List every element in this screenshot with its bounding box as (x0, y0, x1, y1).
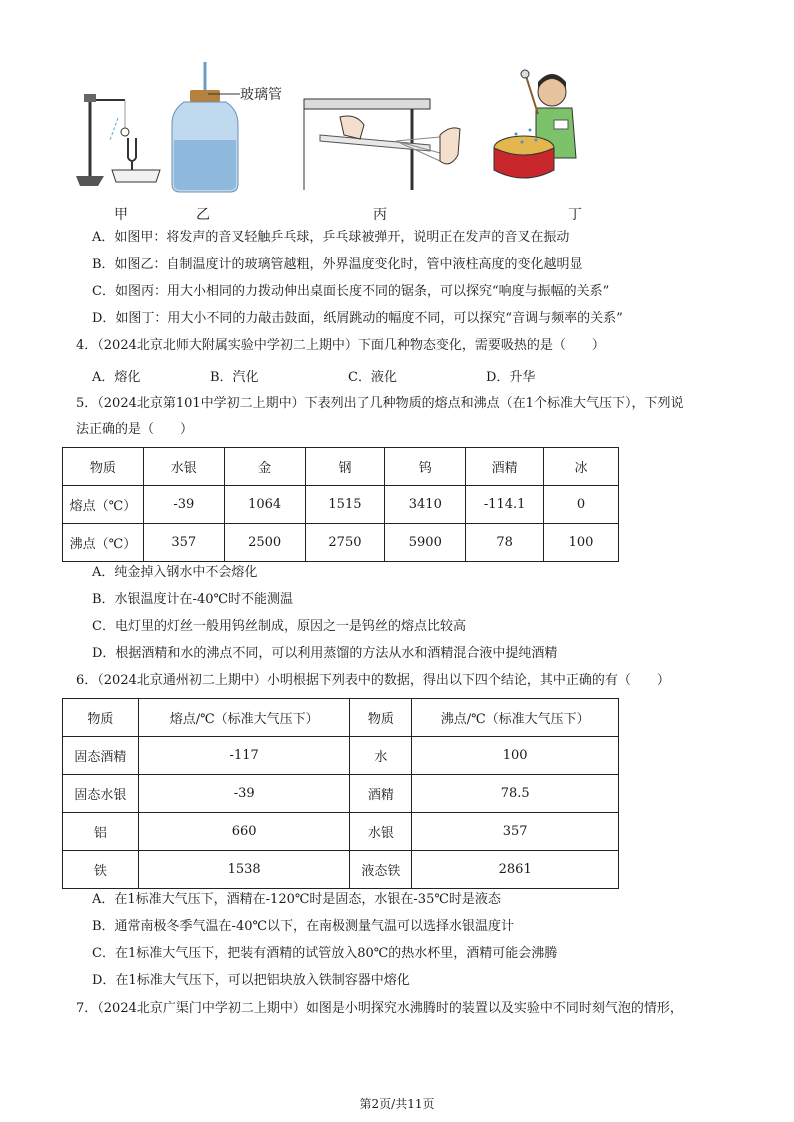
q6-header-cell: 物质 (63, 699, 139, 737)
q5-header-cell: 钨 (385, 448, 466, 486)
q6-cell: 固态水银 (63, 775, 139, 813)
q6-cell: 2861 (412, 851, 619, 889)
q5-header-cell: 酒精 (466, 448, 544, 486)
q3-option-c: C．如图丙：用大小相同的力拨动伸出桌面长度不同的锯条，可以探究“响度与振幅的关系” (92, 284, 610, 299)
q5-table-row-melting (63, 486, 619, 524)
q5-cell: 78 (466, 524, 544, 562)
q5-header-cell: 物质 (63, 448, 144, 486)
q6-cell: 固态酒精 (63, 737, 139, 775)
q6-option-c: C．在1标准大气压下，把装有酒精的试管放入80℃的热水杯里，酒精可能会沸腾 (92, 946, 558, 961)
figure-jia-tuning-fork-illustration (70, 88, 170, 188)
q5-cell: 100 (544, 524, 619, 562)
q5-option-a: A．纯金掉入钢水中不会熔化 (92, 565, 258, 580)
q6-option-b: B．通常南极冬季气温在-40℃以下，在南极测量气温可以选择水银温度计 (92, 919, 515, 934)
q5-option-b: B．水银温度计在-40℃时不能测温 (92, 592, 294, 607)
q6-cell: 78.5 (412, 775, 619, 813)
figure-ding-drum-illustration (492, 62, 592, 192)
q6-cell: -117 (138, 737, 350, 775)
q6-cell: -39 (138, 775, 350, 813)
q5-table-row-boiling (63, 524, 619, 562)
q3-option-a: A．如图甲：将发声的音叉轻触乒乓球，乒乓球被弹开，说明正在发声的音叉在振动 (92, 230, 570, 245)
q6-table-row (63, 813, 619, 851)
q5-cell: 沸点（℃） (63, 524, 144, 562)
q6-cell: 100 (412, 737, 619, 775)
q3-option-d: D．如图丁：用大小不同的力敲击鼓面，纸屑跳动的幅度不同，可以探究“音调与频率的关系” (92, 311, 623, 326)
q5-cell: 357 (143, 524, 224, 562)
q5-table-header-row (63, 448, 619, 486)
q4-option-c: C．液化 (348, 370, 397, 385)
q4-option-b: B．汽化 (210, 370, 259, 385)
q6-header-cell: 熔点/℃（标准大气压下） (138, 699, 350, 737)
q5-cell: 5900 (385, 524, 466, 562)
q5-header-cell: 冰 (544, 448, 619, 486)
q6-cell: 660 (138, 813, 350, 851)
figure-bing-saw-blade-illustration (300, 95, 475, 195)
q6-stem: 6．（2024北京通州初二上期中）小明根据下列表中的数据，得出以下四个结论，其中正确的有（ ） (76, 673, 670, 688)
figure-caption-jia: 甲 (114, 207, 128, 223)
q6-cell: 1538 (138, 851, 350, 889)
q6-table-header-row (63, 699, 619, 737)
q6-option-a: A．在1标准大气压下，酒精在-120℃时是固态，水银在-35℃时是液态 (92, 892, 501, 907)
q5-cell: 3410 (385, 486, 466, 524)
q6-cell: 357 (412, 813, 619, 851)
q5-cell: -39 (143, 486, 224, 524)
figure-caption-ding: 丁 (568, 207, 582, 223)
q5-option-c: C．电灯里的灯丝一般用钨丝制成，原因之一是钨丝的熔点比较高 (92, 619, 466, 634)
q5-cell: -114.1 (466, 486, 544, 524)
figure-yi-bottle-thermometer-illustration (170, 60, 240, 195)
q6-table-row (63, 851, 619, 889)
q6-cell: 铝 (63, 813, 139, 851)
q5-option-d: D．根据酒精和水的沸点不同，可以利用蒸馏的方法从水和酒精混合液中提纯酒精 (92, 646, 558, 661)
q5-header-cell: 金 (224, 448, 305, 486)
q6-table-row (63, 775, 619, 813)
q6-cell: 液态铁 (350, 851, 412, 889)
page-footer: 第2页/共11页 (359, 1097, 435, 1111)
q5-cell: 2500 (224, 524, 305, 562)
q6-header-cell: 沸点/℃（标准大气压下） (412, 699, 619, 737)
q5-stem-line1: 5．（2024北京第101中学初二上期中）下表列出了几种物质的熔点和沸点（在1个标准大气压下），下列说 (76, 396, 684, 411)
q6-option-d: D．在1标准大气压下，可以把铝块放入铁制容器中熔化 (92, 973, 410, 988)
glass-tube-label: 玻璃管 (240, 87, 282, 103)
q5-cell: 0 (544, 486, 619, 524)
figure-caption-bing: 丙 (373, 207, 387, 223)
q7-stem: 7．（2024北京广渠门中学初二上期中）如图是小明探究水沸腾时的装置以及实验中不同时刻气泡的情形， (76, 1001, 683, 1016)
q4-option-d: D．升华 (486, 370, 536, 385)
q5-cell: 熔点（℃） (63, 486, 144, 524)
q6-table (62, 698, 619, 889)
q6-header-cell: 物质 (350, 699, 412, 737)
glass-tube-label-leader (208, 92, 240, 96)
q5-cell: 1064 (224, 486, 305, 524)
q5-cell: 2750 (305, 524, 385, 562)
q3-option-b: B．如图乙：自制温度计的玻璃管越粗，外界温度变化时，管中液柱高度的变化越明显 (92, 257, 583, 272)
q4-stem: 4．（2024北京北师大附属实验中学初二上期中）下面几种物态变化，需要吸热的是（ ） (76, 338, 605, 353)
q5-header-cell: 钢 (305, 448, 385, 486)
q5-cell: 1515 (305, 486, 385, 524)
q5-table (62, 447, 619, 562)
q6-cell: 酒精 (350, 775, 412, 813)
q5-stem-line2: 法正确的是（ ） (76, 422, 194, 437)
q5-header-cell: 水银 (143, 448, 224, 486)
figure-caption-yi: 乙 (196, 207, 210, 223)
q4-option-a: A．熔化 (92, 370, 141, 385)
q6-table-row (63, 737, 619, 775)
q6-cell: 水 (350, 737, 412, 775)
q6-cell: 铁 (63, 851, 139, 889)
q6-cell: 水银 (350, 813, 412, 851)
